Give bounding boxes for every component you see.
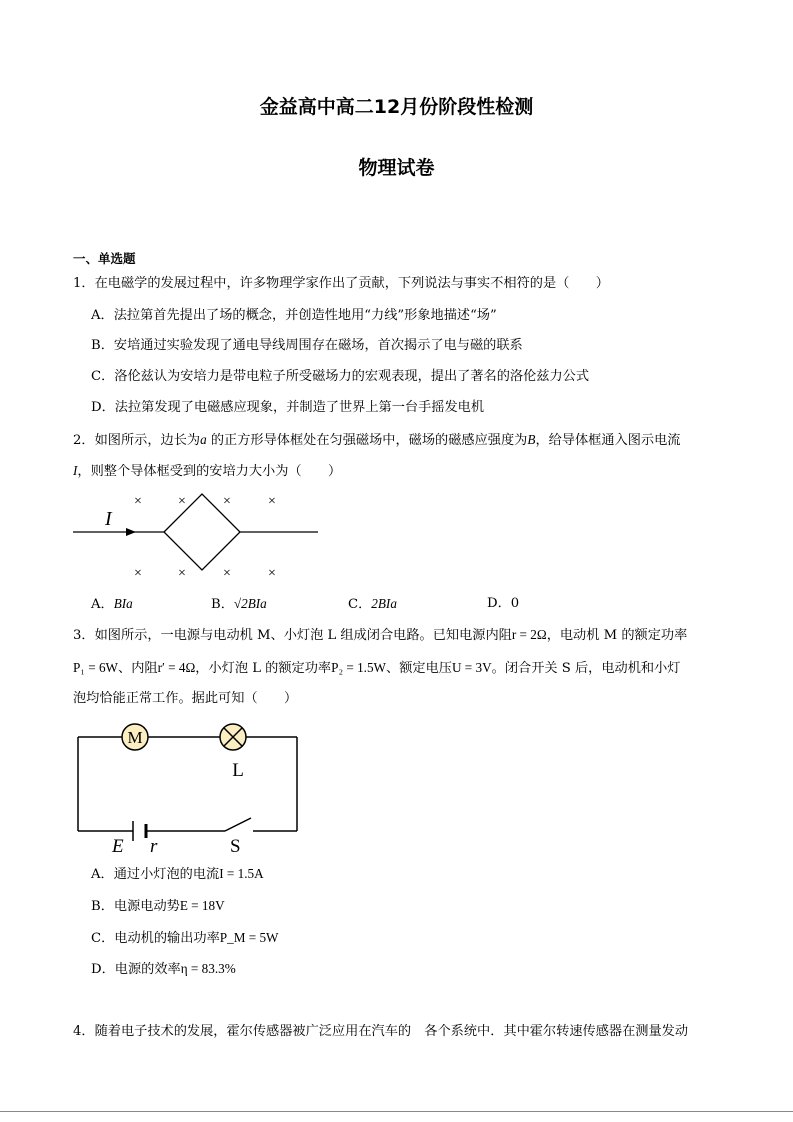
q1-option-a: A．法拉第首先提出了场的概念，并创造性地用“力线”形象地描述“场” — [91, 308, 497, 323]
q3-option-c: C．电动机的输出功率P_M = 5W — [91, 930, 279, 946]
q2-option-c: C．2BIa — [348, 596, 397, 612]
q3-stem-line2: P₁ = 6W、内阻r′ = 4Ω，小灯泡 L 的额定功率P₂ = 1.5W、额定电压U = 3V。闭合开关 S 后，电动机和小灯 — [73, 660, 681, 676]
q3-option-b: B．电源电动势E = 18V — [91, 898, 225, 914]
q2-stem-line2: I，则整个导体框受到的安培力大小为（ ） — [73, 463, 342, 479]
q2-stem-line1: 2．如图所示，边长为a 的正方形导体框处在匀强磁场中，磁场的磁感应强度为B，给导体框通入图示电流 — [73, 432, 681, 448]
current-arrow — [126, 528, 136, 536]
section-heading: 一、单选题 — [73, 251, 136, 266]
q3-stem-line3: 泡均恰能正常工作。据此可知（ ） — [73, 691, 298, 706]
q2-option-d: D．0 — [487, 596, 520, 611]
q3-option-a: A．通过小灯泡的电流I = 1.5A — [91, 866, 264, 882]
q3-option-d: D．电源的效率η = 83.3% — [91, 961, 236, 977]
field-cross: × — [223, 566, 231, 581]
motor-label: M — [127, 728, 143, 747]
emf-label: E — [112, 836, 124, 857]
q3-circuit — [70, 720, 305, 858]
q1-option-c: C．洛伦兹认为安培力是带电粒子所受磁场力的宏观表现，提出了著名的洛伦兹力公式 — [91, 369, 590, 384]
q1-option-d: D．法拉第发现了电磁感应现象，并制造了世界上第一台手摇发电机 — [91, 400, 485, 415]
field-cross: × — [268, 494, 276, 509]
exam-subtitle: 物理试卷 — [358, 157, 435, 179]
q1-option-b: B．安培通过实验发现了通电导线周围存在磁场，首次揭示了电与磁的联系 — [91, 338, 523, 353]
q2-figure — [60, 488, 330, 583]
page-bottom-rule — [0, 1111, 793, 1112]
exam-title: 金益高中高二12月份阶段性检测 — [259, 96, 534, 118]
q2-option-a: A．BIa — [91, 596, 133, 612]
lamp-label: L — [232, 760, 244, 781]
internal-resistance-label: r — [150, 836, 158, 857]
q3-stem-line1: 3．如图所示，一电源与电动机 M、小灯泡 L 组成闭合电路。已知电源内阻r = 2Ω，电动机 M 的额定功率 — [73, 627, 688, 643]
current-label: I — [105, 508, 112, 530]
switch-blade — [225, 818, 251, 831]
q2-option-b: B．√2BIa — [211, 596, 267, 612]
field-cross: × — [178, 494, 186, 509]
field-cross: × — [134, 566, 142, 581]
field-cross: × — [178, 566, 186, 581]
q4-stem: 4．随着电子技术的发展，霍尔传感器被广泛应用在汽车的 各个系统中．其中霍尔转速传感器在测量发动 — [73, 1024, 689, 1039]
field-cross: × — [268, 566, 276, 581]
field-cross: × — [134, 494, 142, 509]
field-cross: × — [223, 494, 231, 509]
q1-stem: 1．在电磁学的发展过程中，许多物理学家作出了贡献，下列说法与事实不相符的是（ ） — [73, 276, 609, 291]
switch-label: S — [230, 836, 241, 857]
